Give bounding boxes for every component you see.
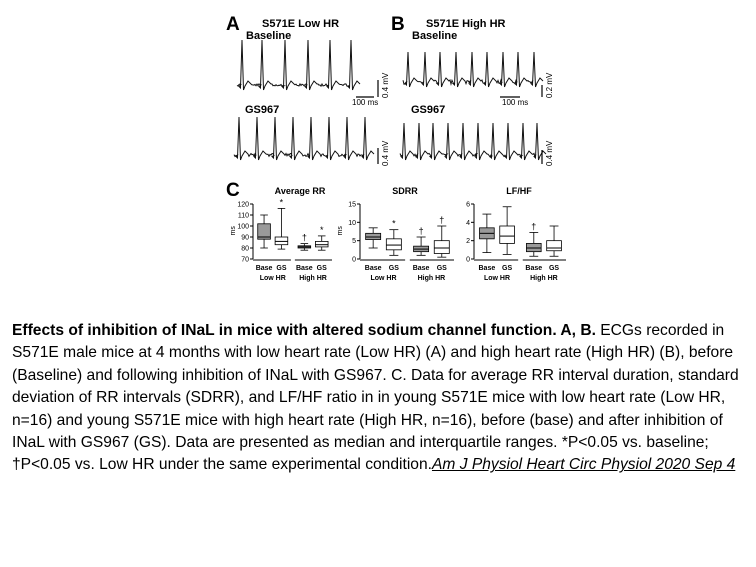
x-group-label: Low HR xyxy=(483,275,511,282)
panel-a-title: S571E Low HR xyxy=(262,18,340,30)
chart-2 xyxy=(337,186,454,282)
panel-b-title: S571E High HR xyxy=(426,18,506,30)
x-group-label: High HR xyxy=(530,275,558,282)
y-axis-label: ms xyxy=(337,226,344,236)
box xyxy=(434,241,449,254)
box xyxy=(275,237,288,245)
scale-time-label: 100 ms xyxy=(502,98,529,107)
caption-body: ECGs recorded in S571E male mice at 4 months with low heart rate (Low HR) (A) and high heart rate (High HR) (B), before (Baseline) and following inhibition of INaL with GS967. C. Data for average RR interval duration, standard deviation of RR intervals (SDRR), and LF/HF ratio in in young S571E mice with low heart rate (Low HR, n=16) and young S571E mice with high heart rate (High HR, n=16), before (base) and after inhibition of INaL with GS967 (GS). Data are presented as median and interquartile ranges. *P<0.05 vs. baseline; †P<0.05 vs. Low HR under the same experimental condition. xyxy=(12,322,739,474)
significance-marker: * xyxy=(392,218,396,229)
y-tick-label: 0 xyxy=(466,256,470,264)
box-charts xyxy=(230,186,566,282)
box xyxy=(366,233,381,239)
scale-voltage-label: 0.2 mV xyxy=(545,72,554,98)
box xyxy=(386,239,401,250)
significance-marker: * xyxy=(279,197,284,208)
scale-time-label: 100 ms xyxy=(352,98,379,107)
ecg-trace-a-gs967 xyxy=(234,117,374,160)
scale-voltage-label: 0.4 mV xyxy=(381,140,390,166)
y-tick-label: 10 xyxy=(348,219,356,227)
citation-link[interactable]: Am J Physiol Heart Circ Physiol 2020 Sep 4 xyxy=(431,456,736,474)
y-axis-label: ms xyxy=(230,226,237,236)
panel-a-drug-label: GS967 xyxy=(245,104,280,116)
box xyxy=(500,226,515,243)
panel-b-baseline-label: Baseline xyxy=(412,30,458,42)
significance-marker: † xyxy=(531,221,537,232)
scale-voltage-label: 0.4 mV xyxy=(545,140,554,166)
significance-marker: * xyxy=(319,224,324,235)
caption-title: Effects of inhibition of INaL in mice with altered sodium channel function. A, B. xyxy=(12,322,596,339)
chart-title: SDRR xyxy=(392,186,418,196)
ecg-trace-a-baseline xyxy=(237,40,360,90)
chart-3 xyxy=(466,186,566,282)
x-category-label: Base xyxy=(295,265,313,272)
y-tick-label: 80 xyxy=(241,245,249,253)
panel-a xyxy=(226,14,390,166)
x-category-label: Base xyxy=(525,265,543,272)
chart-title: Average RR xyxy=(274,186,326,196)
x-category-label: GS xyxy=(502,265,513,272)
panel-a-letter: A xyxy=(226,14,240,35)
y-tick-label: 5 xyxy=(352,238,356,246)
panel-b xyxy=(391,14,554,166)
y-tick-label: 0 xyxy=(352,256,356,264)
significance-marker: † xyxy=(301,232,307,243)
figure-caption xyxy=(12,320,752,477)
x-group-label: Low HR xyxy=(259,275,286,282)
panel-b-drug-label: GS967 xyxy=(411,104,446,116)
x-category-label: Base xyxy=(478,265,496,272)
y-tick-label: 2 xyxy=(466,238,470,246)
ecg-trace-b-gs967 xyxy=(400,123,546,160)
x-category-label: GS xyxy=(388,265,399,272)
x-category-label: GS xyxy=(436,265,447,272)
box xyxy=(315,241,328,247)
x-category-label: GS xyxy=(316,265,327,272)
significance-marker: † xyxy=(439,215,445,225)
chart-title: LF/HF xyxy=(506,186,532,196)
x-category-label: GS xyxy=(276,265,287,272)
x-group-label: Low HR xyxy=(370,275,397,282)
ecg-trace-b-baseline xyxy=(403,52,543,87)
panel-a-baseline-label: Baseline xyxy=(246,30,292,42)
chart-1 xyxy=(230,186,332,282)
scale-voltage-label: 0.4 mV xyxy=(381,72,390,98)
y-tick-label: 70 xyxy=(241,256,249,264)
y-tick-label: 90 xyxy=(241,234,249,242)
box xyxy=(547,241,562,251)
y-tick-label: 110 xyxy=(237,212,249,220)
y-tick-label: 15 xyxy=(348,201,356,209)
panel-c xyxy=(226,180,566,282)
x-category-label: Base xyxy=(412,265,430,272)
y-tick-label: 4 xyxy=(466,219,470,227)
x-category-label: Base xyxy=(255,265,273,272)
panel-c-letter: C xyxy=(226,180,240,201)
x-category-label: Base xyxy=(364,265,382,272)
y-tick-label: 120 xyxy=(237,201,249,209)
y-tick-label: 100 xyxy=(237,223,249,231)
x-group-label: High HR xyxy=(299,275,327,282)
significance-marker: † xyxy=(418,226,424,236)
panel-b-letter: B xyxy=(391,14,405,35)
x-category-label: GS xyxy=(548,265,560,272)
y-tick-label: 6 xyxy=(466,201,470,209)
x-group-label: High HR xyxy=(417,275,446,282)
